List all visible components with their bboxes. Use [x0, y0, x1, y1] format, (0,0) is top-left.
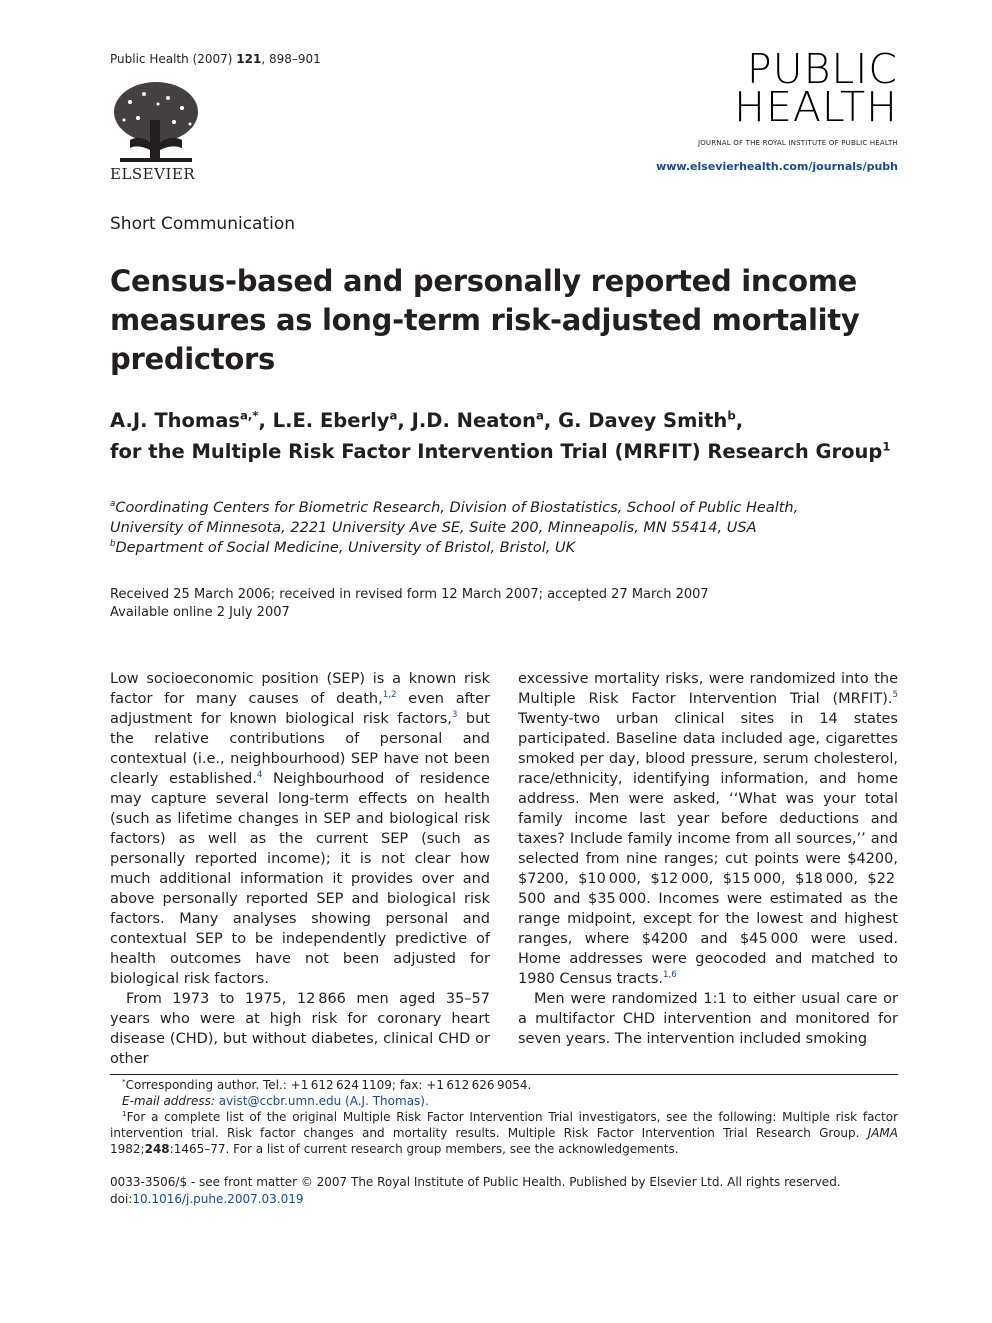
author-line	[110, 405, 910, 436]
received-dates: Received 25 March 2006; received in revised form 12 March 2007; accepted 27 March 2007	[110, 587, 709, 602]
email-note	[110, 1093, 898, 1109]
affiliation-text: University of Minnesota, 2221 University Ave SE, Suite 200, Minneapolis, MN 55414, USA	[110, 520, 757, 536]
body-column-left	[110, 669, 490, 1069]
group-footnote	[110, 1109, 898, 1157]
article-dates	[110, 586, 900, 622]
reference-link[interactable]: 5	[892, 690, 898, 701]
author-name: G. Davey Smith	[558, 409, 728, 432]
journal-logo	[657, 45, 898, 131]
doi-label: doi:	[110, 1192, 133, 1206]
citation-pages: , 898–901	[261, 52, 321, 66]
author-list	[110, 405, 910, 467]
journal-subtitle: JOURNAL OF THE ROYAL INSTITUTE OF PUBLIC HEALTH	[697, 139, 898, 147]
author-name: J.D. Neaton	[411, 409, 536, 432]
research-group-line	[110, 436, 910, 467]
footnote-mark: *	[122, 1077, 126, 1086]
affiliation-text: Department of Social Medicine, University of Bristol, Bristol, UK	[115, 540, 576, 556]
email-label: E-mail address:	[122, 1094, 215, 1108]
reference-link[interactable]: 3	[451, 710, 458, 721]
footnote-divider	[110, 1074, 898, 1075]
copyright-line: 0033-3506/$ - see front matter © 2007 The Royal Institute of Public Health. Published by Elsevier Ltd. All rights reserved.	[110, 1175, 841, 1189]
footnotes	[110, 1077, 898, 1157]
footnote-journal: JAMA	[867, 1126, 898, 1140]
paragraph-text: Neighbourhood of residence may capture several long-term effects on health (such as lifetime changes in SEP and biological risk factors) as well as the current SEP (such as personally reported income); it is not clear how much additional information it provides over and above personally reported SEP and biological risk factors. Many analyses showing personal and contextual SEP to be independently predictive of health outcomes have not been adjusted for biological risk factors.	[110, 771, 490, 987]
author-sup: b	[727, 408, 736, 423]
research-group-name: for the Multiple Risk Factor Intervention Trial (MRFIT) Research Group	[110, 440, 883, 463]
author-separator: ,	[543, 409, 559, 432]
affiliation-text: Coordinating Centers for Biometric Research, Division of Biostatistics, School of Public Health,	[115, 500, 799, 516]
paragraph-text: but the relative contributions of personal and contextual (i.e., neighbourhood) SEP have not been clearly established.	[110, 711, 490, 787]
paragraph	[518, 669, 898, 989]
affiliation-line	[110, 518, 900, 538]
article-type: Short Communication	[110, 214, 296, 234]
author-name: L.E. Eberly	[272, 409, 390, 432]
author-separator: ,	[258, 409, 273, 432]
affiliation-sup: a	[110, 499, 116, 510]
journal-url-link[interactable]: www.elsevierhealth.com/journals/pubh	[656, 160, 898, 173]
affiliation-line	[110, 498, 900, 518]
citation-prefix: Public Health (2007)	[110, 52, 237, 66]
author-name: A.J. Thomas	[110, 409, 240, 432]
footnote-volume: 248	[144, 1142, 170, 1156]
paragraph-text: even after adjustment for known biological risk factors,	[110, 691, 491, 727]
paragraph	[110, 669, 490, 989]
corresponding-author-note	[110, 1077, 898, 1093]
author-sup: a,*	[239, 408, 259, 423]
article-title: Census-based and personally reported income measures as long-term risk-adjusted mortality predictors	[110, 264, 860, 376]
doi-line	[110, 1191, 900, 1208]
footnote-year: 1982;	[110, 1142, 145, 1156]
paragraph-text: excessive mortality risks, were randomized into the Multiple Risk Factor Intervention Trial (MRFIT).	[518, 671, 898, 707]
available-online: Available online 2 July 2007	[110, 605, 290, 620]
paragraph-text: Twenty-two urban clinical sites in 14 states participated. Baseline data included age, cigarettes smoked per day, blood pressure, serum cholesterol, race/ethnicity, identifying information, and home address. Men were asked, ‘‘What was your total family income last year before deductions and taxes? Include family income from all sources,’’ and selected from nine ranges; cut points were $4200, $7200, $10 000, $12 000, $15 000, $18 000, $22 500 and $35 000. Incomes were estimated as the range midpoint, except for the lowest and highest ranges, where $4200 and $45 000 were used. Home addresses were geocoded and matched to 1980 Census tracts.	[518, 711, 898, 987]
affiliations	[110, 498, 900, 558]
reference-link[interactable]: 1,2	[382, 690, 397, 701]
publisher-name: ELSEVIER	[110, 165, 196, 183]
journal-logo-line2: HEALTH	[734, 83, 898, 131]
citation-volume: 121	[236, 52, 262, 66]
doi-link[interactable]: 10.1016/j.puhe.2007.03.019	[132, 1192, 304, 1206]
footnote-text: For a complete list of the original Multiple Risk Factor Intervention Trial investigators, see the following: Multiple risk factor intervention trial. Risk factor changes and mortality results. Multiple Risk Factor Intervention Trial Research Group.	[110, 1110, 898, 1140]
research-group-sup: 1	[882, 439, 891, 454]
email-link[interactable]: avist@ccbr.umn.edu (A.J. Thomas).	[218, 1094, 429, 1108]
journal-citation	[110, 52, 321, 66]
footnote-mark: 1	[122, 1109, 127, 1118]
paragraph: Men were randomized 1:1 to either usual care or a multifactor CHD intervention and monitored for seven years. The intervention included smoking	[518, 991, 898, 1047]
copyright-block	[110, 1174, 900, 1208]
journal-logo-line1: PUBLIC	[746, 45, 898, 93]
footnote-text: :1465–77. For a list of current research group members, see the acknowledgements.	[169, 1142, 679, 1156]
paragraph: From 1973 to 1975, 12 866 men aged 35–57 years who were at high risk for coronary heart disease (CHD), but without diabetes, clinical CHD or other	[110, 991, 490, 1067]
author-sup: a	[389, 408, 398, 423]
author-separator: ,	[735, 409, 744, 432]
author-sup: a	[535, 408, 544, 423]
paragraph-text: Low socioeconomic position (SEP) is a known risk factor for many causes of death,	[110, 671, 490, 707]
affiliation-sup: b	[110, 539, 116, 550]
body-column-right	[518, 669, 898, 1049]
affiliation-line	[110, 538, 900, 558]
author-separator: ,	[397, 409, 412, 432]
reference-link[interactable]: 4	[256, 770, 263, 781]
reference-link[interactable]: 1,6	[663, 970, 677, 981]
footnote-text: Corresponding author. Tel.: +1 612 624 1109; fax: +1 612 626 9054.	[125, 1078, 532, 1092]
